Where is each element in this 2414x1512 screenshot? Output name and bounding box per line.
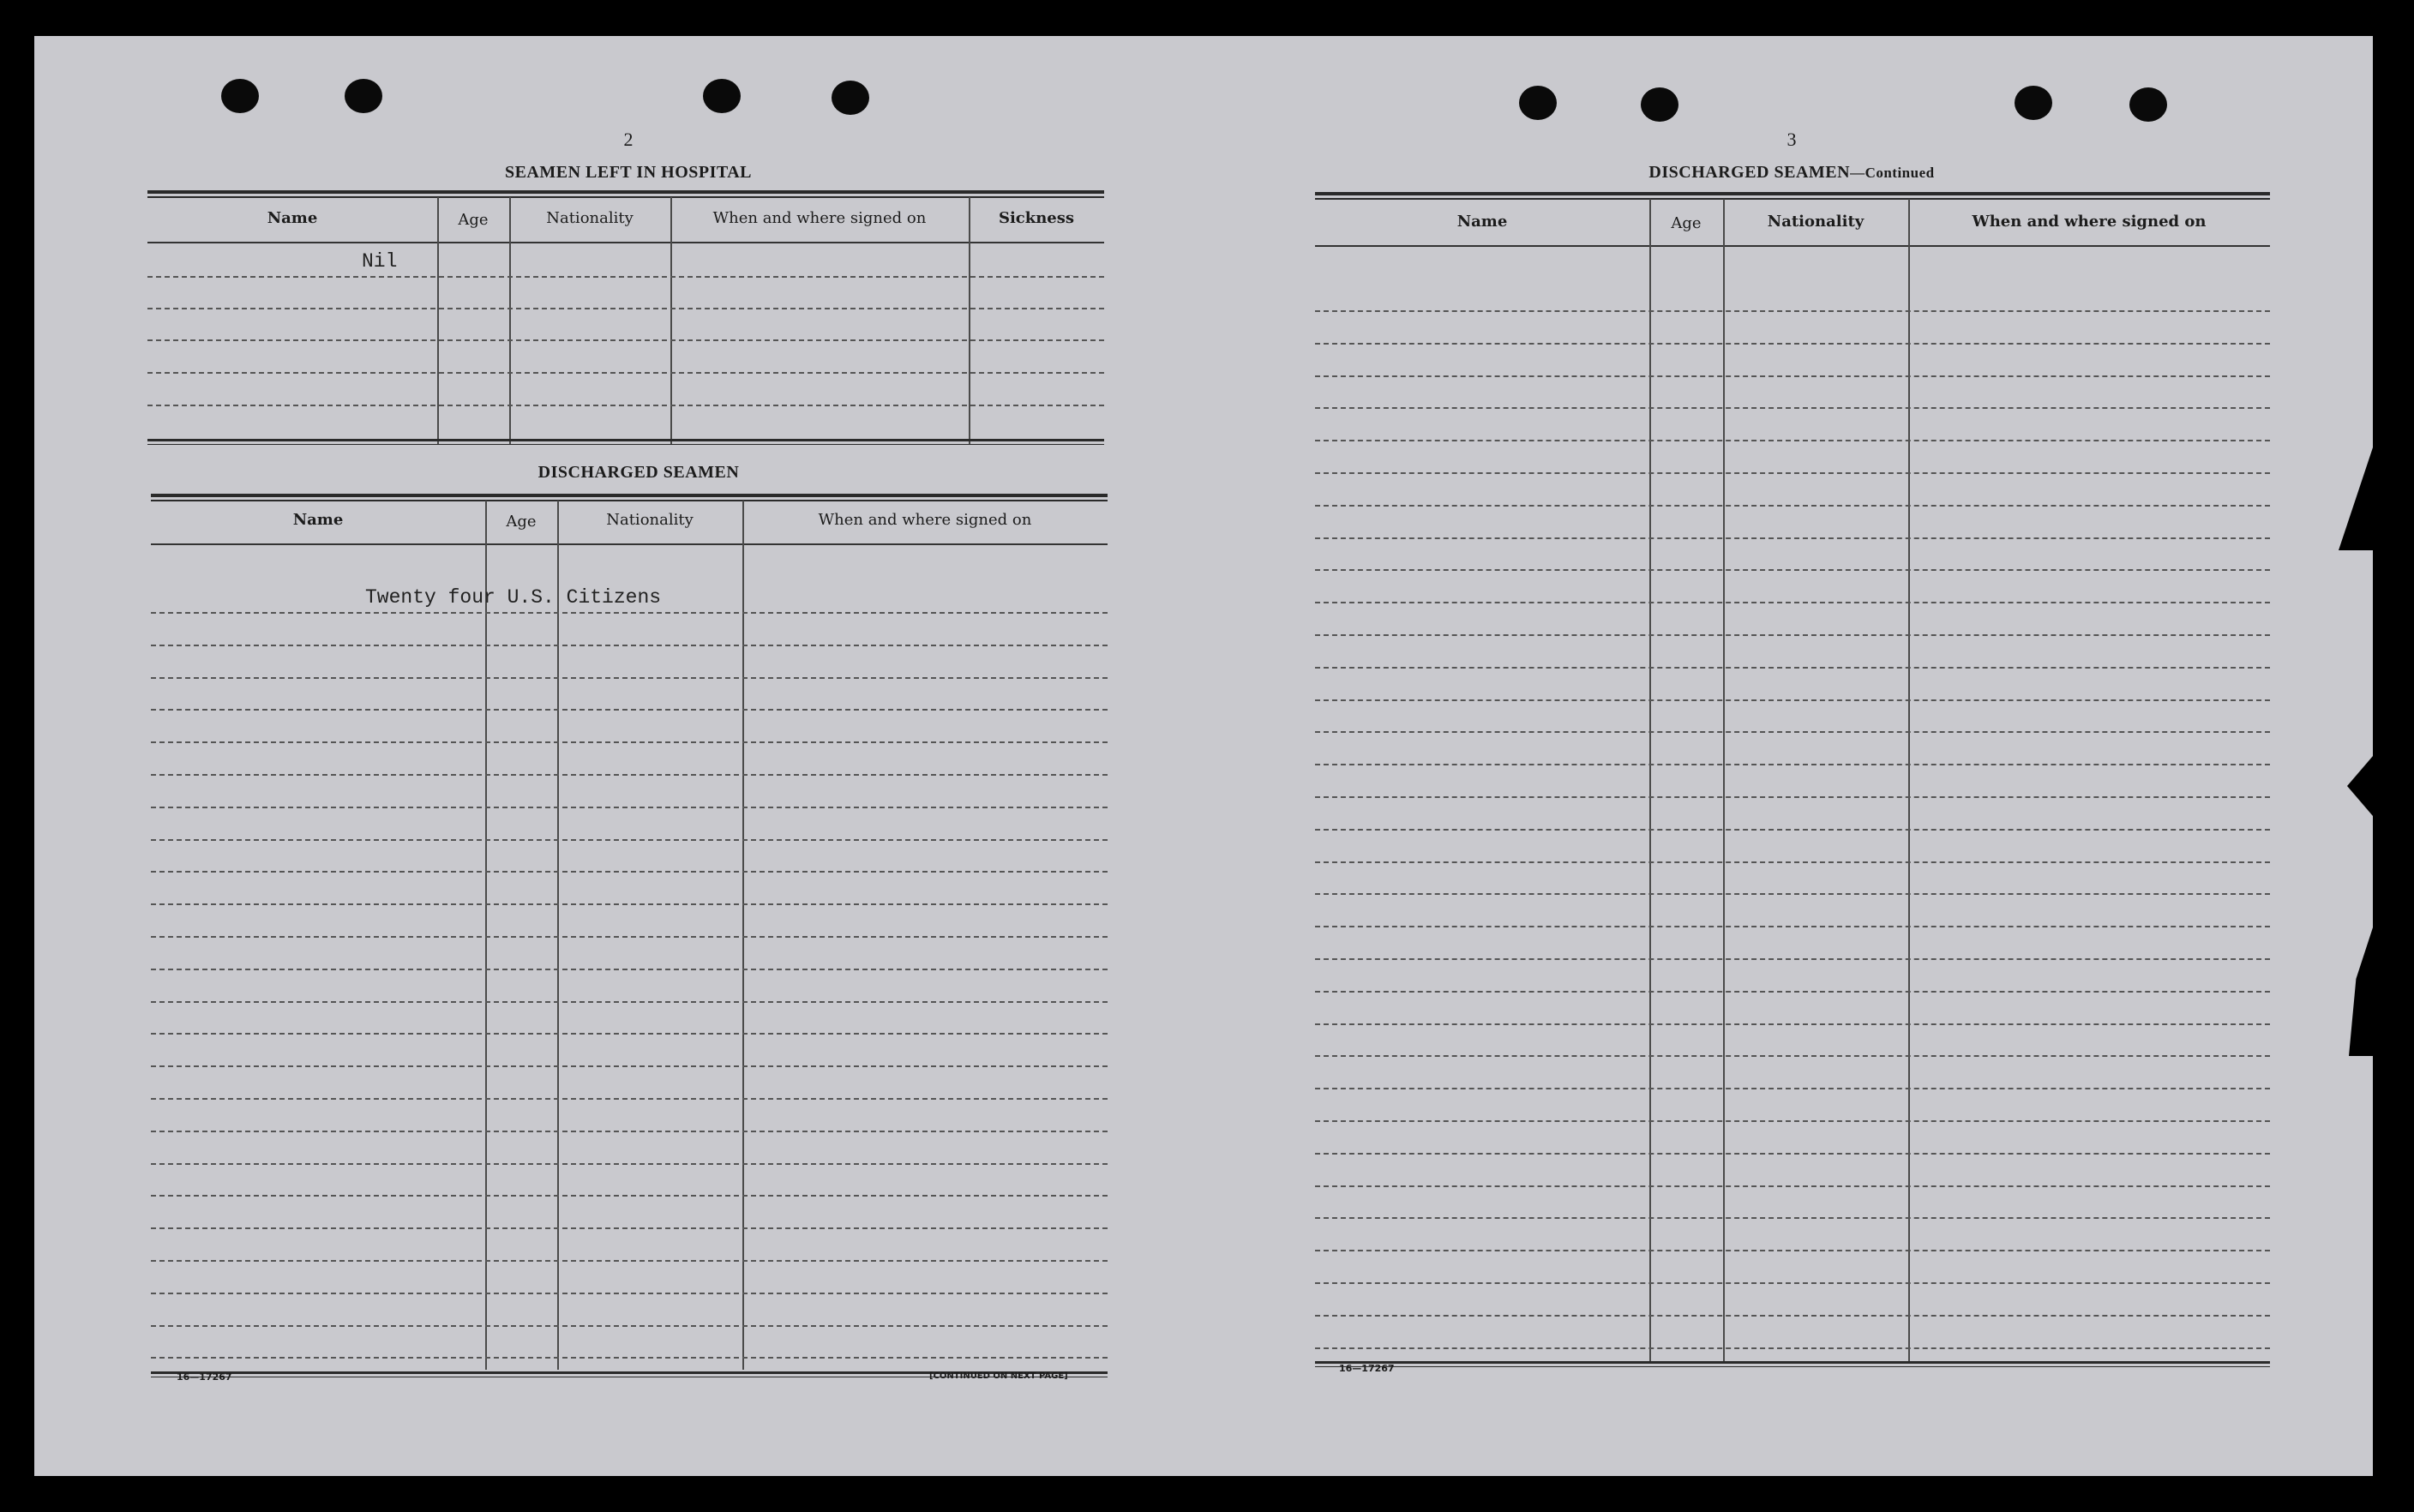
punch-hole xyxy=(221,79,259,113)
table-row xyxy=(1315,1185,2270,1187)
hospital-entry: Nil xyxy=(362,250,398,273)
table-row xyxy=(147,405,1104,406)
table-row xyxy=(1315,505,2270,507)
table-row xyxy=(151,1131,1108,1132)
column-header-signed-on: When and where signed on xyxy=(818,511,1032,529)
table-row xyxy=(1315,1217,2270,1219)
table-row xyxy=(151,1033,1108,1035)
table-row xyxy=(1315,893,2270,895)
table-row xyxy=(1315,472,2270,474)
discharged-continued-label: DISCHARGED SEAMEN xyxy=(1648,163,1851,182)
table-row xyxy=(1315,1250,2270,1251)
table-row xyxy=(1315,1153,2270,1155)
table-row xyxy=(151,1260,1108,1262)
table-row xyxy=(1315,829,2270,831)
table-row xyxy=(151,1065,1108,1067)
discharged-section-title: DISCHARGED SEAMEN xyxy=(537,463,740,482)
table-row xyxy=(1315,731,2270,733)
punch-hole xyxy=(1519,86,1557,120)
column-header-nationality: Nationality xyxy=(606,511,694,529)
table-row xyxy=(151,677,1108,679)
table-row xyxy=(1315,861,2270,863)
table-row xyxy=(151,709,1108,711)
hospital-table xyxy=(147,190,1104,482)
table-row xyxy=(151,969,1108,970)
discharged-continued-rows xyxy=(1315,192,2270,1358)
column-header-name: Name xyxy=(1456,213,1508,231)
table-row xyxy=(1315,958,2270,960)
table-row xyxy=(1315,310,2270,312)
torn-edge xyxy=(2349,927,2373,1056)
table-row xyxy=(151,1357,1108,1359)
table-row xyxy=(151,1195,1108,1197)
table-row xyxy=(151,741,1108,743)
table-row xyxy=(1315,1055,2270,1057)
hospital-section-title: SEAMEN LEFT IN HOSPITAL xyxy=(504,163,753,182)
table-row xyxy=(1315,1023,2270,1025)
column-header-age: Age xyxy=(506,513,537,531)
page-number: 2 xyxy=(623,129,634,150)
table-row xyxy=(1315,537,2270,539)
form-sheet xyxy=(34,36,2373,1476)
table-row xyxy=(1315,1282,2270,1284)
table-row xyxy=(151,1227,1108,1229)
table-row xyxy=(1315,764,2270,765)
column-header-signed-on: When and where signed on xyxy=(712,209,927,227)
discharged-entry: Twenty four U.S. Citizens xyxy=(365,586,662,609)
table-row xyxy=(1315,796,2270,798)
punch-hole xyxy=(703,79,741,113)
table-row xyxy=(147,372,1104,374)
punch-hole xyxy=(345,79,382,113)
form-code: 16—17267 xyxy=(1339,1363,1395,1374)
table-row xyxy=(151,1001,1108,1003)
discharged-table xyxy=(151,494,1108,1402)
table-row xyxy=(151,1293,1108,1294)
table-row xyxy=(147,339,1104,341)
table-row xyxy=(1315,1315,2270,1317)
table-row xyxy=(151,903,1108,905)
column-header-name: Name xyxy=(267,209,318,227)
form-code: 16—17267 xyxy=(177,1371,232,1383)
punch-hole xyxy=(832,81,869,115)
punch-hole xyxy=(1641,87,1678,122)
table-row xyxy=(151,1163,1108,1165)
table-row xyxy=(151,1098,1108,1100)
table-row xyxy=(1315,569,2270,571)
table-row xyxy=(147,276,1104,278)
column-header-name: Name xyxy=(292,511,344,529)
table-row xyxy=(147,308,1104,309)
continued-note: [CONTINUED ON NEXT PAGE] xyxy=(929,1371,1068,1381)
table-row xyxy=(1315,667,2270,669)
table-row xyxy=(1315,634,2270,636)
table-row xyxy=(151,936,1108,938)
torn-edge xyxy=(2347,756,2373,816)
column-header-age: Age xyxy=(1671,214,1702,232)
table-row xyxy=(1315,602,2270,603)
table-row xyxy=(151,645,1108,646)
column-header-signed-on: When and where signed on xyxy=(1972,213,2207,231)
table-row xyxy=(151,612,1108,614)
punch-hole xyxy=(2129,87,2167,122)
column-header-sickness: Sickness xyxy=(998,209,1075,227)
page-number: 3 xyxy=(1786,129,1797,150)
punch-hole xyxy=(2015,86,2052,120)
table-row xyxy=(1315,1120,2270,1122)
table-row xyxy=(151,774,1108,776)
table-row xyxy=(1315,1347,2270,1349)
table-row xyxy=(1315,1088,2270,1089)
discharged-rows xyxy=(151,494,1108,1368)
column-header-nationality: Nationality xyxy=(546,209,634,227)
column-header-age: Age xyxy=(458,211,489,229)
table-row xyxy=(151,871,1108,873)
table-row xyxy=(1315,375,2270,377)
table-row xyxy=(1315,440,2270,441)
table-row xyxy=(1315,991,2270,993)
table-row xyxy=(1315,407,2270,409)
table-row xyxy=(151,1325,1108,1327)
table-row xyxy=(1315,926,2270,927)
torn-edge xyxy=(2339,447,2373,550)
discharged-continued-title xyxy=(1629,163,1955,183)
table-row xyxy=(151,839,1108,841)
column-header-nationality: Nationality xyxy=(1767,213,1865,231)
table-row xyxy=(1315,343,2270,345)
continued-suffix: —Continued xyxy=(1850,165,1935,181)
table-row xyxy=(1315,699,2270,701)
table-row xyxy=(151,807,1108,808)
discharged-continued-table xyxy=(1315,192,2270,1409)
